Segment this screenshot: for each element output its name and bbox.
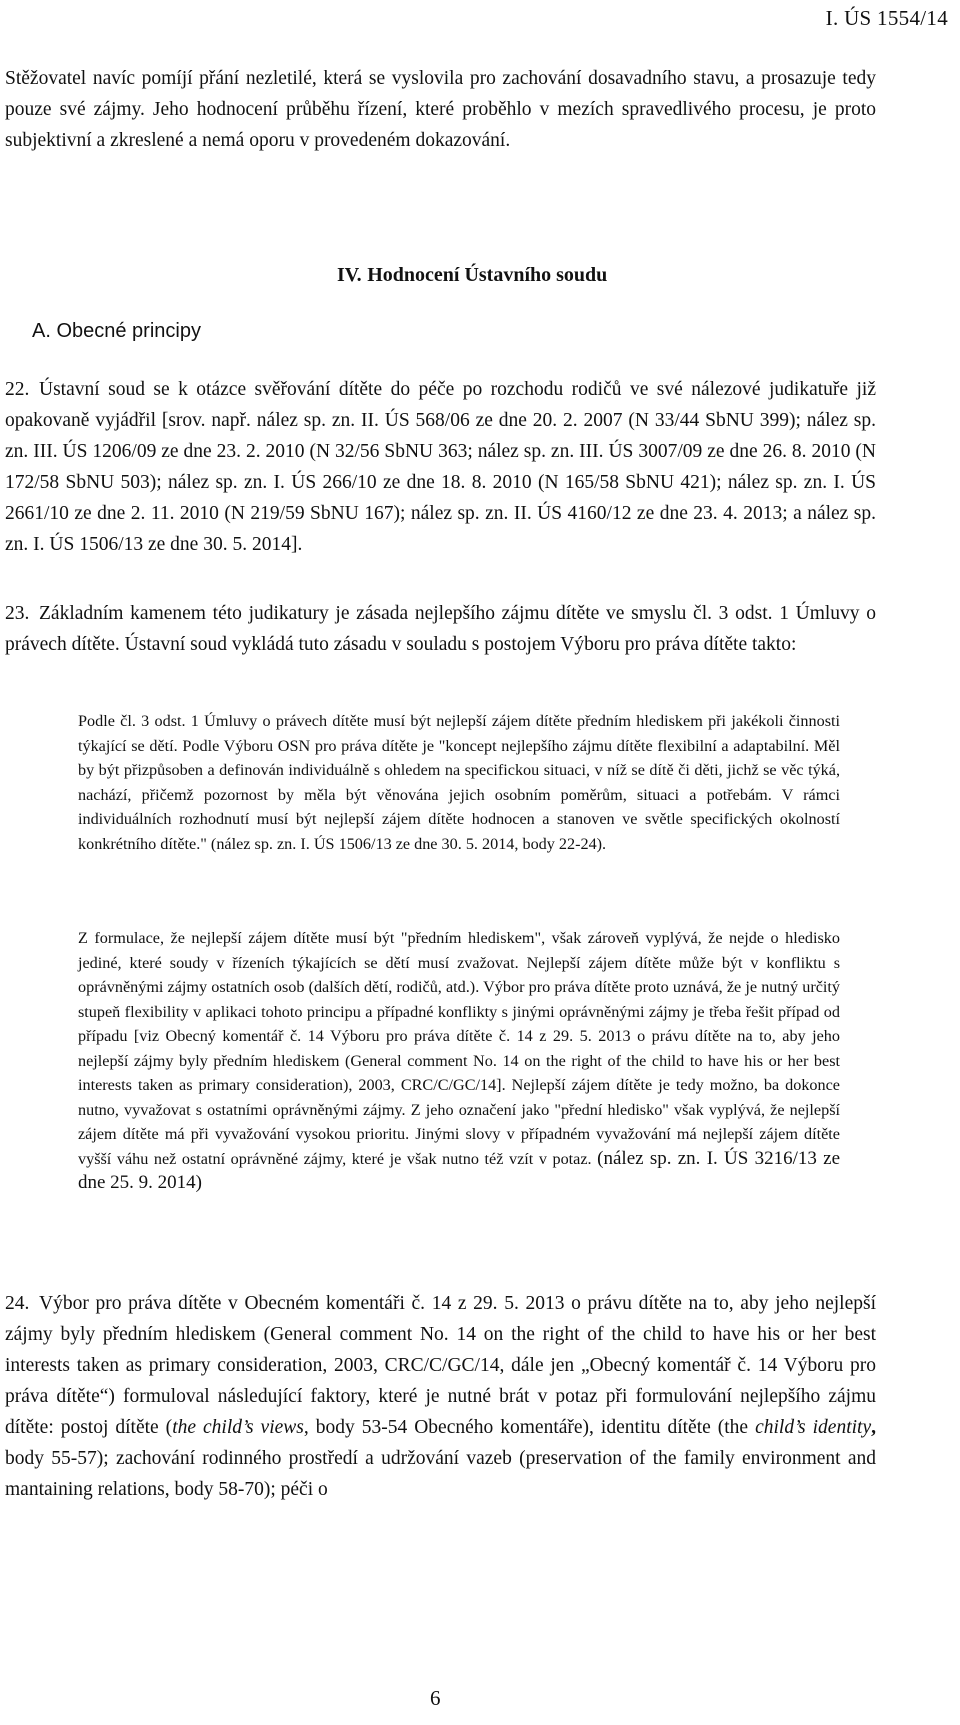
paragraph-text-part: , body 53-54 Obecného komentáře), identitu dítěte (the — [303, 1417, 756, 1438]
paragraph-text-part: body 55-57); zachování rodinného prostředí a udržování vazeb (preservation of the family environment and mantaining relations, body 58-70); péči o — [5, 1448, 876, 1500]
paragraph-text: Základním kamenem této judikatury je zásada nejlepšího zájmu dítěte ve smyslu čl. 3 odst. 1 Úmluvy o právech dítěte. Ústavní soud vykládá tuto zásadu v souladu s postojem Výboru pro práva dítěte takto: — [5, 603, 876, 655]
quote-block-1: Podle čl. 3 odst. 1 Úmluvy o právech dítěte musí být nejlepší zájem dítěte předním hlediskem při jakékoli činnosti týkající se dětí. Podle Výboru OSN pro práva dítěte je "koncept nejlepšího zájmu dítěte flexibilní a adaptabilní. Měl by být přizpůsoben a definován individuálně s ohledem na specifickou situaci, v níž se dítě či děti, jichž se věc týká, nachází, přičemž pozornost by měla být věnována jejich osobním poměrům, situaci a potřebám. V rámci individuálních rozhodnutí musí být nejlepší zájem dítěte hodnocen a stanoven ve světle specifických okolností konkrétního dítěte." (nález sp. zn. I. ÚS 1506/13 ze dne 30. 5. 2014, body 22-24). — [78, 712, 840, 853]
paragraph-text-part: Výbor pro práva dítěte v Obecném komentáři č. 14 z 29. 5. 2013 o právu dítěte na to, aby jeho nejlepší zájmy byly předním hlediskem (General comment No. 14 on the right of the child to have his or her best interests taken as primary consideration, 2003, CRC/C/GC/14, dále jen „Obecný komentář č. 14 Výboru pro práva dítěte“) formuloval následující faktory, které je nutné brát v potaz při formulování nejlepšího zájmu dítěte: postoj dítěte ( — [5, 1293, 876, 1438]
paragraph-number: 24. — [5, 1293, 30, 1314]
paragraph-text: Ústavní soud se k otázce svěřování dítěte do péče po rozchodu rodičů ve své nálezové judikatuře již opakovaně vyjádřil [srov. např. nález sp. zn. II. ÚS 568/06 ze dne 20. 2. 2007 (N 33/44 SbNU 399); nález sp. zn. III. ÚS 1206/09 ze dne 23. 2. 2010 (N 32/56 SbNU 363; nález sp. zn. III. ÚS 3007/09 ze dne 26. 8. 2010 (N 172/58 SbNU 503); nález sp. zn. I. ÚS 266/10 ze dne 18. 8. 2010 (N 165/58 SbNU 421); nález sp. zn. I. ÚS 2661/10 ze dne 2. 11. 2010 (N 219/59 SbNU 167); nález sp. zn. II. ÚS 4160/12 ze dne 23. 4. 2013; a nález sp. zn. I. ÚS 1506/13 ze dne 30. 5. 2014]. — [5, 379, 876, 555]
section-heading — [337, 264, 607, 287]
paragraph-number: 22. — [5, 379, 30, 400]
paragraph-number: 23. — [5, 603, 30, 624]
italic-term: child’s identity — [755, 1417, 872, 1438]
italic-term: the child’s views — [172, 1417, 304, 1438]
paragraph-22 — [5, 374, 876, 560]
intro-paragraph: Stěžovatel navíc pomíjí přání nezletilé, která se vyslovila pro zachování dosavadního stavu, a prosazuje tedy pouze své zájmy. Jeho hodnocení průběhu řízení, které proběhlo v mezích spravedlivého procesu, je proto subjektivní a zkreslené a nemá oporu v provedeném dokazování. — [5, 68, 876, 151]
section-numeral: IV. — [337, 264, 362, 286]
section-title: Hodnocení Ústavního soudu — [367, 264, 608, 286]
quote-citation: (nález sp. zn. I. ÚS 3216/13 ze dne 25. 9. 2014) — [78, 1147, 840, 1193]
page-number: 6 — [430, 1686, 441, 1710]
case-number-header: I. ÚS 1554/14 — [825, 6, 948, 30]
paragraph-23 — [5, 598, 876, 660]
subsection-heading: A. Obecné principy — [32, 320, 201, 342]
quote-text: Z formulace, že nejlepší zájem dítěte musí být "předním hlediskem", však zároveň vyplývá, že nejde o hledisko jediné, které soudy v řízeních týkajících se dětí musí zvažovat. Nejlepší zájem dítěte může být v konfliktu s oprávněnými zájmy ostatních osob (dalších dětí, rodičů, atd.). Výbor pro práva dítěte proto uznává, že je nutný určitý stupeň flexibility v aplikaci tohoto principu a případné konflikty s jinými oprávněnými zájmy je třeba řešit případ od případu [viz Obecný komentář č. 14 Výboru pro práva dítěte č. 14 z 29. 5. 2013 o právu dítěte na to, aby jeho nejlepší zájmy byly předním hlediskem (General comment No. 14 on the right of the child to have his or her best interests taken as primary consideration), 2003, CRC/C/GC/14]. Nejlepší zájem dítěte je tedy možno, ba dokonce nutno, vyvažovat s ostatními oprávněnými zájmy. Z jeho označení jako "přední hledisko" však vyplývá, že nejlepší zájem dítěte má při vyvažování vysokou prioritu. Jinými slovy v případném vyvažování má nejlepší zájem dítěte vyšší váhu než ostatní oprávněné zájmy, které je však nutno též vzít v potaz. — [78, 929, 840, 1168]
quote-block-2 — [78, 926, 840, 1196]
bold-comma: , — [871, 1417, 876, 1438]
paragraph-24 — [5, 1288, 876, 1505]
